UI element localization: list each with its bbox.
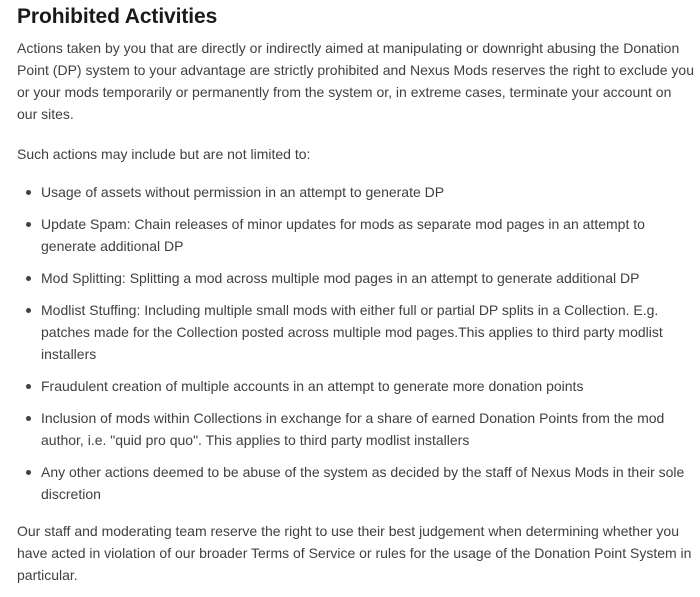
list-item-text: Usage of assets without permission in an attempt to generate DP: [41, 184, 445, 200]
list-item: [17, 213, 694, 257]
bullet-icon: [26, 190, 31, 195]
list-lead-paragraph: Such actions may include but are not limited to:: [17, 146, 311, 162]
list-item-text: Mod Splitting: Splitting a mod across multiple mod pages in an attempt to generate additional DP: [41, 270, 640, 286]
intro-paragraph: Actions taken by you that are directly or indirectly aimed at manipulating or downright abusing the Donation Point (DP) system to your advantage are strictly prohibited and Nexus Mods reserves the right to exclude you or your mods temporarily or permanently from the system or, in extreme cases, terminate your account on our sites.: [17, 40, 694, 122]
list-item: [17, 181, 694, 203]
list-item-text: Inclusion of mods within Collections in exchange for a share of earned Donation Points from the mod author, i.e. "quid pro quo". This applies to third party modlist installers: [41, 410, 665, 448]
list-item: [17, 299, 694, 365]
list-item-text: Fraudulent creation of multiple accounts in an attempt to generate more donation points: [41, 378, 584, 394]
bullet-icon: [26, 470, 31, 475]
list-item: [17, 461, 694, 505]
bullet-icon: [26, 384, 31, 389]
prohibited-actions-list: [17, 181, 694, 505]
bullet-icon: [26, 416, 31, 421]
list-item: [17, 267, 694, 289]
list-item-text: Any other actions deemed to be abuse of the system as decided by the staff of Nexus Mods in their sole discretion: [41, 464, 685, 502]
list-item: [17, 407, 694, 451]
list-item-text: Update Spam: Chain releases of minor updates for mods as separate mod pages in an attempt to generate additional DP: [41, 216, 645, 254]
list-item: [17, 375, 694, 397]
bullet-icon: [26, 308, 31, 313]
section-title: Prohibited Activities: [17, 5, 218, 28]
bullet-icon: [26, 276, 31, 281]
list-item-text: Modlist Stuffing: Including multiple small mods with either full or partial DP splits in a Collection. E.g. patches made for the Collection posted across multiple mod pages.This applies to third party modlist installers: [41, 302, 663, 362]
closing-paragraph: Our staff and moderating team reserve the right to use their best judgement when determining whether you have acted in violation of our broader Terms of Service or rules for the usage of the Donation Point System in particular.: [17, 523, 692, 583]
bullet-icon: [26, 222, 31, 227]
